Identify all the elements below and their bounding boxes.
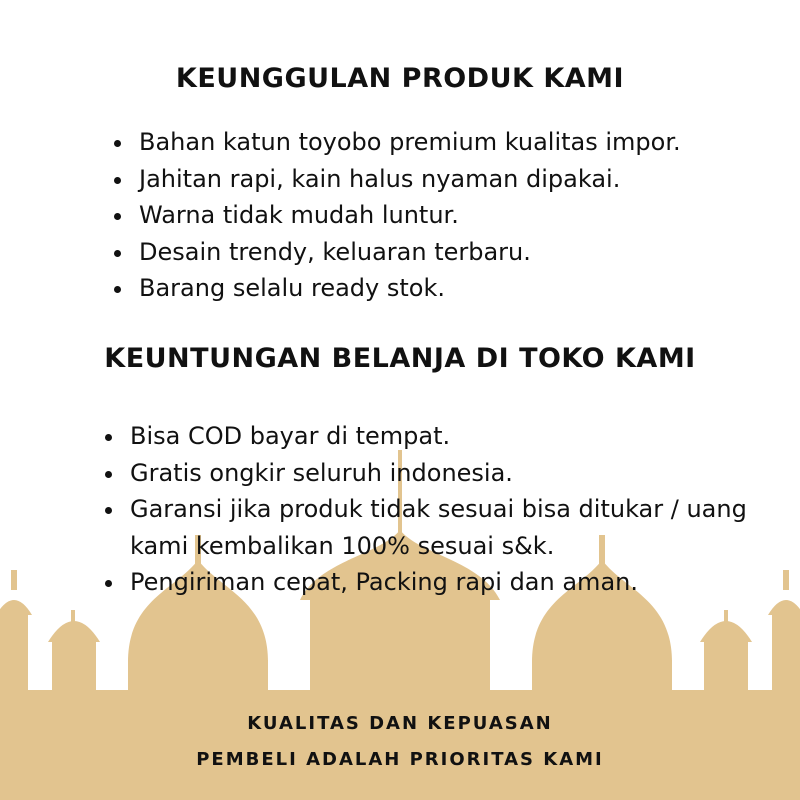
list-item: • Barang selalu ready stok. (135, 270, 795, 307)
advantages-list (105, 124, 795, 307)
section-title-benefits: KEUNTUNGAN BELANJA DI TOKO KAMI (104, 343, 696, 374)
list-item: • Garansi jika produk tidak sesuai bisa ditukar / uang kami kembalikan 100% sesuai s&k. (126, 491, 766, 564)
list-item: • Jahitan rapi, kain halus nyaman dipakai. (135, 161, 795, 198)
list-item: • Gratis ongkir seluruh indonesia. (126, 455, 766, 492)
list-item: • Desain trendy, keluaran terbaru. (135, 234, 795, 271)
list-item: • Bahan katun toyobo premium kualitas impor. (135, 124, 795, 161)
footer-line-1: KUALITAS DAN KEPUASAN (247, 713, 553, 734)
list-item: • Pengiriman cepat, Packing rapi dan aman. (126, 564, 766, 601)
list-item: • Bisa COD bayar di tempat. (126, 418, 766, 455)
footer-line-2: PEMBELI ADALAH PRIORITAS KAMI (196, 749, 604, 770)
list-item: • Warna tidak mudah luntur. (135, 197, 795, 234)
benefits-list (96, 418, 766, 601)
section-title-advantages: KEUNGGULAN PRODUK KAMI (175, 63, 625, 94)
